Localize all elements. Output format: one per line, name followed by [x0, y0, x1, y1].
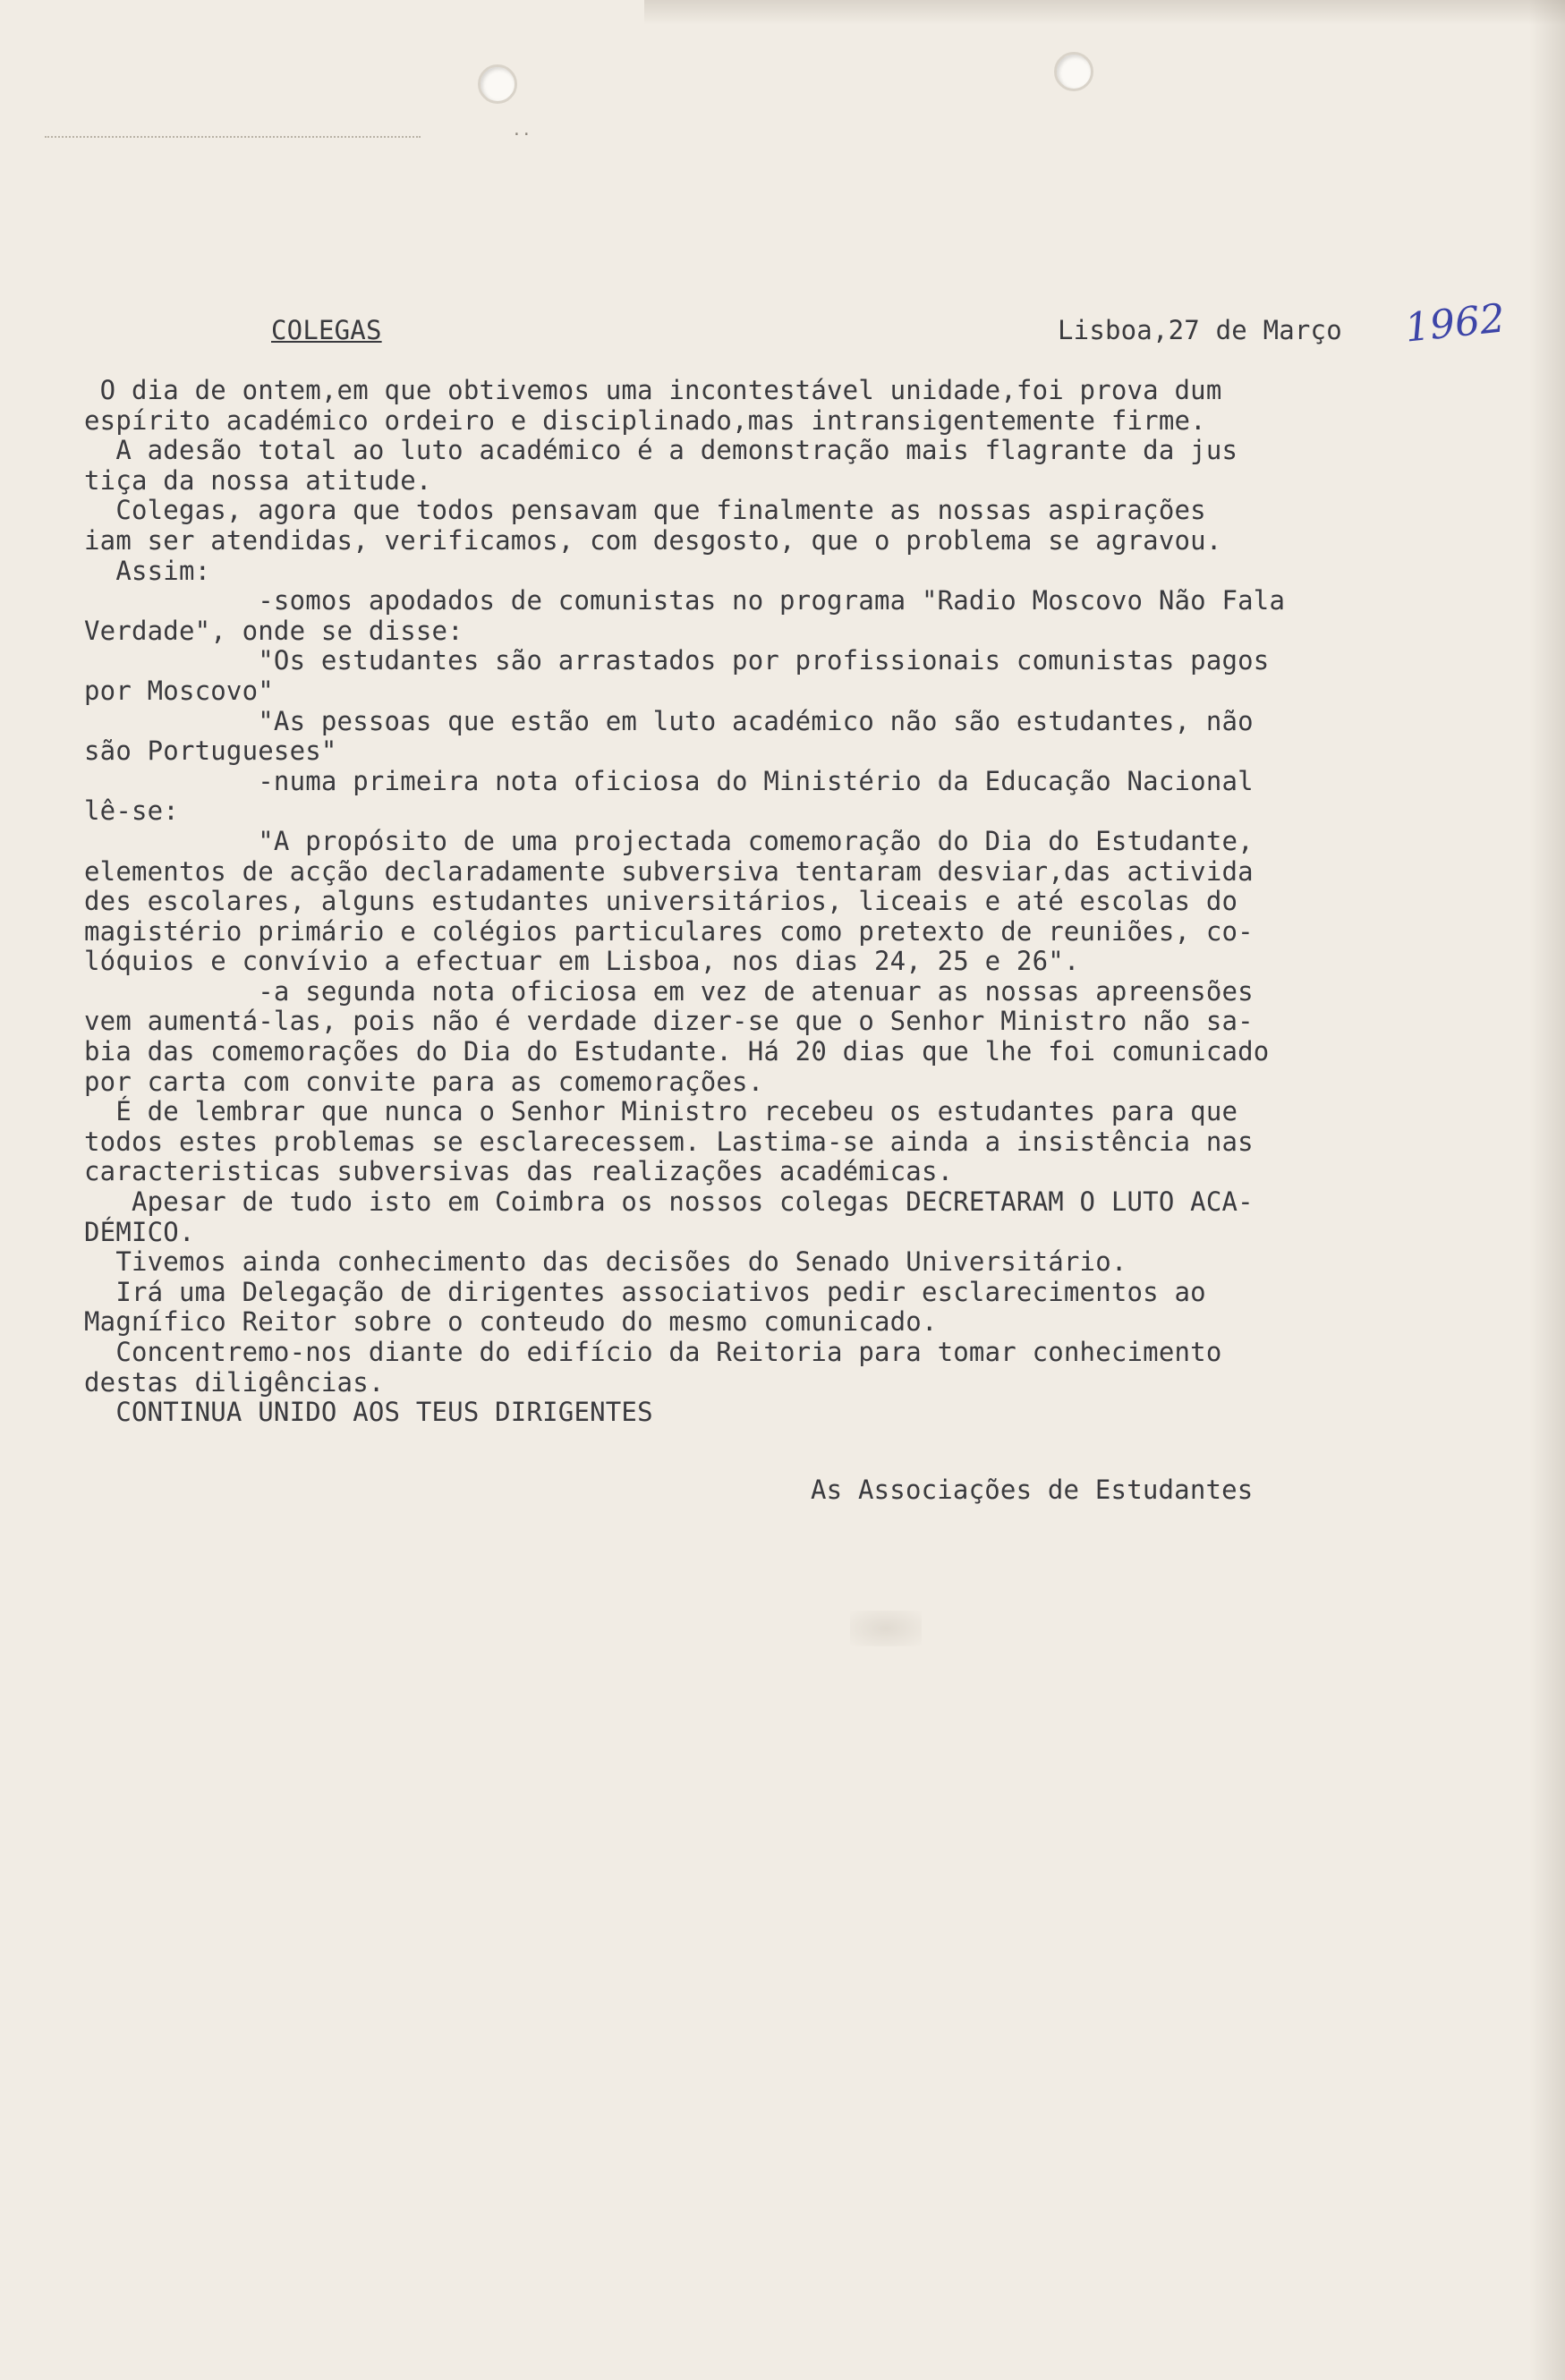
punch-hole-right [1054, 52, 1093, 91]
body-line: -somos apodados de comunistas no programa "Radio Moscovo Não Fala [84, 585, 1286, 616]
body-line: destas diligências. [84, 1366, 385, 1398]
document-body [84, 376, 1480, 1428]
paper-fold-shadow [644, 0, 1565, 25]
body-line: espírito académico ordeiro e disciplinado,mas intransigentemente firme. [84, 404, 1206, 436]
document-heading: COLEGAS [271, 315, 382, 345]
body-line: Concentremo-nos diante do edifício da Reitoria para tomar conhecimento [84, 1337, 1222, 1367]
body-line: É de lembrar que nunca o Senhor Ministro recebeu os estudantes para que [84, 1096, 1238, 1127]
paper-edge-shadow [1529, 0, 1565, 2380]
body-line: -numa primeira nota oficiosa do Ministério da Educação Nacional [84, 765, 1254, 796]
body-line: des escolares, alguns estudantes universitários, liceais e até escolas do [84, 886, 1238, 917]
body-line: Verdade", onde se disse: [84, 615, 464, 646]
body-line: por carta com convite para as comemorações. [84, 1066, 764, 1097]
body-line: CONTINUA UNIDO AOS TEUS DIRIGENTES [84, 1397, 653, 1428]
body-line: são Portugueses" [84, 735, 337, 767]
body-line: todos estes problemas se esclarecessem. Lastima-se ainda a insistência nas [84, 1126, 1254, 1157]
body-line: lê-se: [84, 795, 179, 827]
body-line: magistério primário e colégios particulares como pretexto de reuniões, co- [84, 915, 1254, 947]
body-line: Colegas, agora que todos pensavam que finalmente as nossas aspirações [84, 495, 1206, 526]
body-line: "Os estudantes são arrastados por profissionais comunistas pagos [84, 645, 1270, 676]
punch-hole-left [478, 64, 517, 104]
body-line: -a segunda nota oficiosa em vez de atenuar as nossas apreensões [84, 975, 1254, 1007]
body-line: Tivemos ainda conhecimento das decisões do Senado Universitário. [84, 1246, 1127, 1278]
body-line: bia das comemorações do Dia do Estudante. Há 20 dias que lhe foi comunicado [84, 1036, 1270, 1067]
body-line: O dia de ontem,em que obtivemos uma incontestável unidade,foi prova dum [84, 375, 1222, 405]
body-line: elementos de acção declaradamente subversiva tentaram desviar,das activida [84, 855, 1254, 887]
body-line: caracteristicas subversivas das realizações académicas. [84, 1156, 954, 1187]
faint-ink-mark: ·· [512, 125, 532, 144]
body-line: DÉMICO. [84, 1216, 195, 1247]
dateline: Lisboa,27 de Março [1058, 315, 1342, 345]
body-line: "As pessoas que estão em luto académico não são estudantes, não [84, 705, 1254, 736]
handwritten-year: 1962 [1402, 295, 1508, 352]
body-line: Irá uma Delegação de dirigentes associativos pedir esclarecimentos ao [84, 1276, 1206, 1307]
body-line: Apesar de tudo isto em Coimbra os nossos colegas DECRETARAM O LUTO ACA- [84, 1186, 1254, 1218]
body-line: iam ser atendidas, verificamos, com desgosto, que o problema se agravou. [84, 524, 1222, 556]
body-line: vem aumentá-las, pois não é verdade dizer-se que o Senhor Ministro não sa- [84, 1006, 1254, 1037]
body-line: tiça da nossa atitude. [84, 464, 432, 496]
body-line: Assim: [84, 555, 211, 586]
body-line: lóquios e convívio a efectuar em Lisboa, nos dias 24, 25 e 26". [84, 946, 1080, 977]
signature: As Associações de Estudantes [811, 1475, 1254, 1505]
body-line: A adesão total ao luto académico é a demonstração mais flagrante da jus [84, 435, 1238, 466]
body-line: Magnífico Reitor sobre o conteudo do mesmo comunicado. [84, 1306, 938, 1338]
body-line: por Moscovo" [84, 675, 274, 706]
body-line: "A propósito de uma projectada comemoração do Dia do Estudante, [84, 825, 1254, 856]
paper-smudge [850, 1611, 922, 1646]
faint-ink-rule [45, 136, 421, 138]
